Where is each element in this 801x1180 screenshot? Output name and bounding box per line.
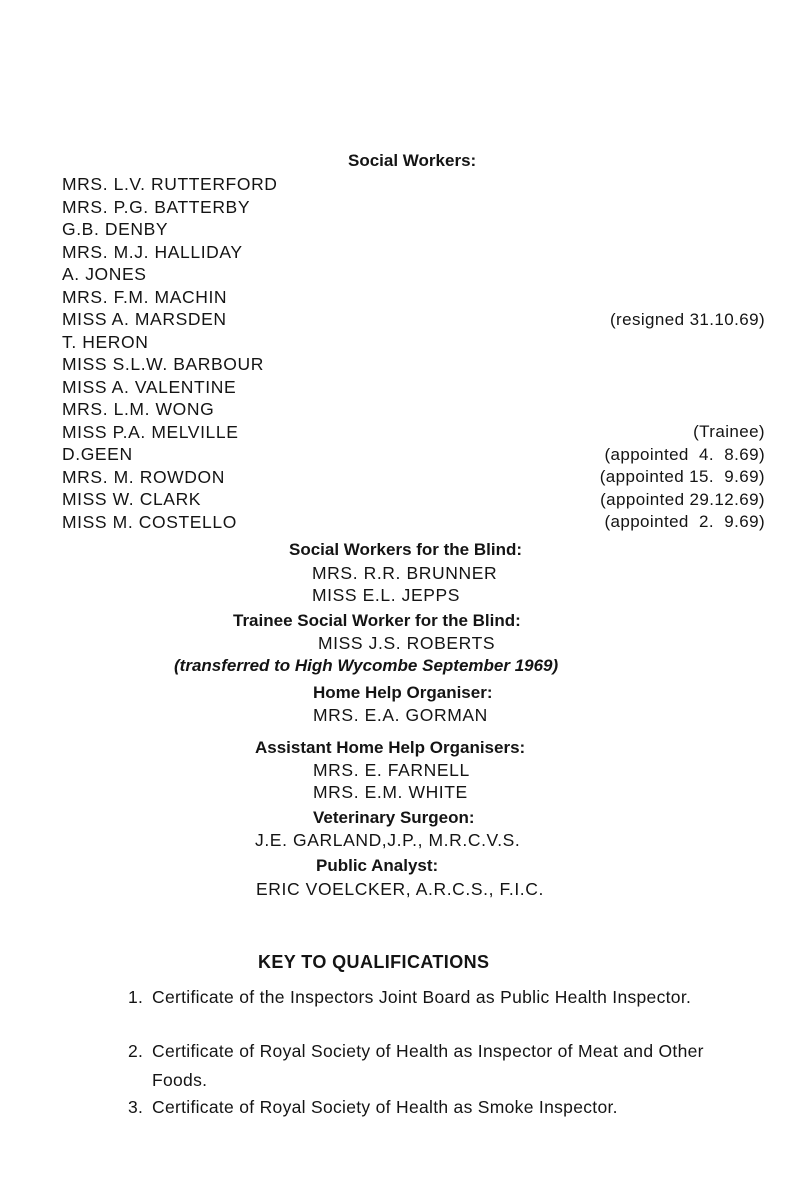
social-worker-name: D.GEEN [62,444,133,464]
veterinary-name: J.E. GARLAND,J.P., M.R.C.V.S. [255,830,521,850]
social-worker-name: MRS. L.M. WONG [62,399,215,419]
appointed-note: (appointed 29.12.69) [600,490,765,509]
qualification-text: Certificate of the Inspectors Joint Board as Public Health Inspector. [152,987,692,1007]
social-worker-name: G.B. DENBY [62,219,169,239]
analyst-name: ERIC VOELCKER, A.R.C.S., F.I.C. [256,879,544,899]
blind-worker-name: MISS E.L. JEPPS [312,585,461,605]
trainee-blind-heading: Trainee Social Worker for the Blind: [233,611,521,630]
qualification-text: Certificate of Royal Society of Health as Inspector of Meat and Other Foods. [152,1041,704,1090]
appointed-note: (appointed 2. 9.69) [604,512,765,531]
social-worker-name: MISS M. COSTELLO [62,512,237,532]
blind-worker-name: MRS. R.R. BRUNNER [312,563,498,583]
trainee-note: (Trainee) [693,422,765,441]
social-worker-name: MISS P.A. MELVILLE [62,422,239,442]
home-help-heading: Home Help Organiser: [313,683,493,702]
social-worker-name: MISS S.L.W. BARBOUR [62,354,264,374]
qualification-item [128,1037,728,1095]
key-title: KEY TO QUALIFICATIONS [258,952,490,972]
social-worker-name: MRS. P.G. BATTERBY [62,197,251,217]
social-worker-name: MRS. L.V. RUTTERFORD [62,174,278,194]
appointed-note: (appointed 15. 9.69) [599,467,765,486]
veterinary-heading: Veterinary Surgeon: [313,808,475,827]
qualification-item [128,983,728,1012]
qualification-number: 2. [128,1041,144,1061]
social-worker-name: MRS. M.J. HALLIDAY [62,242,243,262]
home-help-name: MRS. E.A. GORMAN [313,705,488,725]
social-worker-name: MRS. M. ROWDON [62,467,225,487]
social-worker-name: MRS. F.M. MACHIN [62,287,228,307]
qualification-number: 3. [128,1097,144,1117]
assistant-home-help-heading: Assistant Home Help Organisers: [255,738,526,757]
trainee-blind-name: MISS J.S. ROBERTS [318,633,496,653]
social-worker-name: MISS A. VALENTINE [62,377,237,397]
social-worker-name: A. JONES [62,264,147,284]
resigned-note: (resigned 31.10.69) [609,310,765,329]
social-worker-name: T. HERON [62,332,149,352]
assistant-home-help-name: MRS. E. FARNELL [313,760,470,780]
analyst-heading: Public Analyst: [316,856,439,875]
social-worker-name: MISS W. CLARK [62,489,202,509]
social-worker-name: MISS A. MARSDEN [62,309,227,329]
qualification-number: 1. [128,987,144,1007]
qualification-item [128,1093,728,1122]
social-workers-heading: Social Workers: [348,151,477,170]
blind-workers-heading: Social Workers for the Blind: [289,540,523,559]
qualification-text: Certificate of Royal Society of Health as Smoke Inspector. [152,1097,618,1117]
appointed-note: (appointed 4. 8.69) [604,445,765,464]
transfer-note: (transferred to High Wycombe September 1969) [174,656,559,675]
assistant-home-help-name: MRS. E.M. WHITE [313,782,468,802]
